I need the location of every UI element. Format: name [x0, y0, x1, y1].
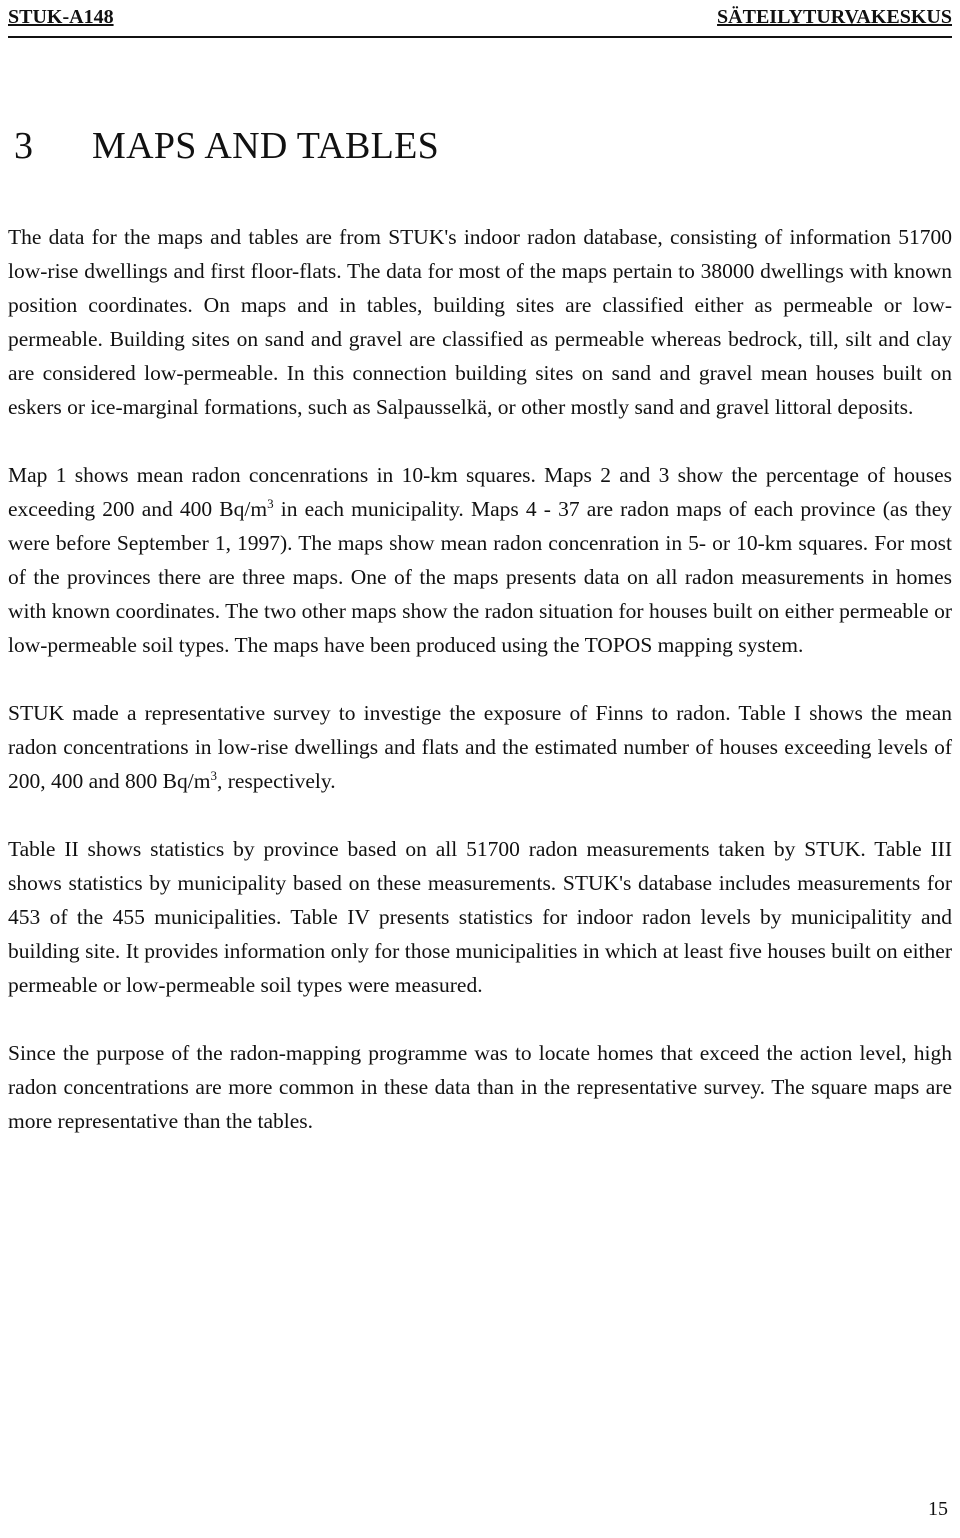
publisher-name: SÄTEILYTURVAKESKUS — [717, 6, 952, 28]
page-header — [8, 4, 952, 38]
superscript-unit: 3 — [210, 767, 217, 783]
paragraph-maps — [8, 458, 952, 662]
paragraph-data-source: The data for the maps and tables are from STUK's indoor radon database, consisting of information 51700 low-rise dwellings and first floor-flats. The data for most of the maps pertain to 38000 dwellings with known position coordinates. On maps and in tables, building sites are classified either as permeable or low-permeable. Building sites on sand and gravel are classified as permeable whereas bedrock, till, silt and clay are considered low-permeable. In this connection building sites on sand and gravel mean houses built on eskers or ice-marginal formations, such as Salpausselkä, or other mostly sand and gravel littoral deposits. — [8, 225, 952, 419]
paragraph-survey — [8, 696, 952, 798]
page-number: 15 — [928, 1498, 948, 1520]
paragraph-purpose: Since the purpose of the radon-mapping programme was to locate homes that exceed the action level, high radon concentrations are more common in these data than in the representative survey. The square maps are more representative than the tables. — [8, 1041, 952, 1133]
section-title: MAPS AND TABLES — [92, 125, 440, 167]
paragraph-survey-part2: , respectively. — [216, 769, 336, 793]
paragraph-maps-part1: Map 1 shows mean radon concenrations in 10-km squares. Maps 2 and 3 show the percentage of houses exceeding 200 and 400 Bq/m — [8, 463, 952, 521]
paragraph-maps-part2: in each municipality. Maps 4 - 37 are radon maps of each province (as they were before September 1, 1997). The maps show mean radon concenration in 5- or 10-km squares. For most of the provinces there are three maps. One of the maps presents data on all radon measurements in homes with known coordinates. The two other maps show the radon situation for houses built on either permeable or low-permeable soil types. The maps have been produced using the TOPOS mapping system. — [8, 497, 952, 657]
body-text — [8, 220, 952, 1172]
section-number: 3 — [14, 125, 34, 167]
report-id: STUK-A148 — [8, 6, 114, 28]
section-heading — [14, 124, 439, 168]
superscript-unit: 3 — [267, 495, 274, 511]
paragraph-tables: Table II shows statistics by province based on all 51700 radon measurements taken by STUK. Table III shows statistics by municipality based on these measurements. STUK's database includes measurements for 453 of the 455 municipalities. Table IV presents statistics for indoor radon levels by municipalitity and building site. It provides information only for those municipalities in which at least five houses built on either permeable or low-permeable soil types were measured. — [8, 837, 952, 997]
paragraph-survey-part1: STUK made a representative survey to investige the exposure of Finns to radon. Table I shows the mean radon concentrations in low-rise dwellings and flats and the estimated number of houses exceeding levels of 200, 400 and 800 Bq/m — [8, 701, 952, 793]
